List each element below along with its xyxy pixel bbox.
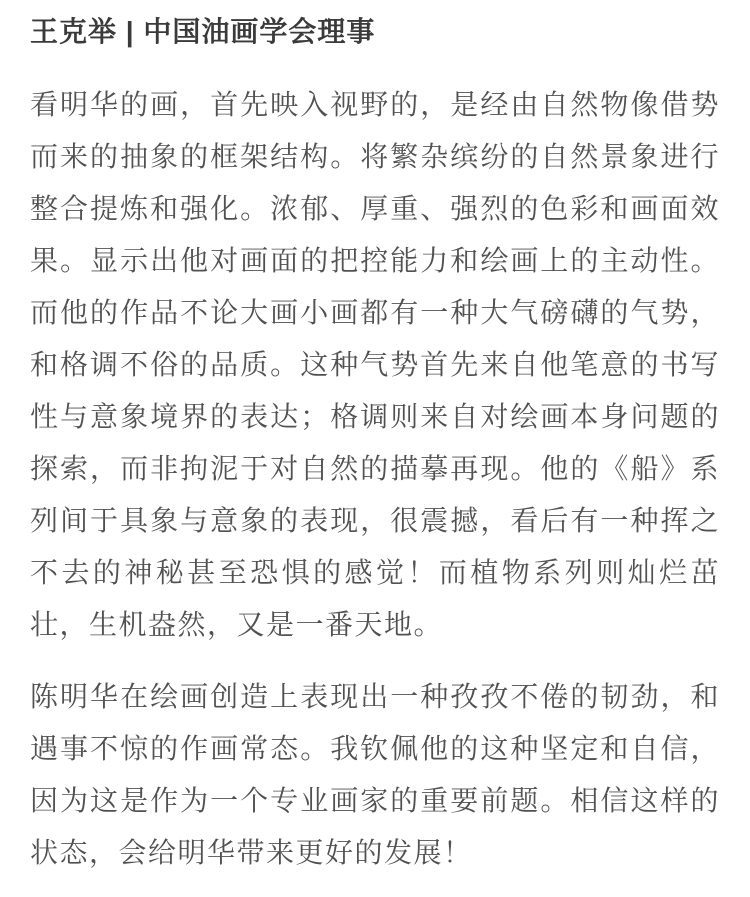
article-paragraph-2: 陈明华在绘画创造上表现出一种孜孜不倦的韧劲，和遇事不惊的作画常态。我钦佩他的这种坚定和自信，因为这是作为一个专业画家的重要前题。相信这样的状态，会给明华带来更好的发展！ [30,681,720,868]
author-credential-heading: 王克举 | 中国油画学会理事 [30,16,376,47]
article-paragraph-1: 看明华的画，首先映入视野的，是经由自然物像借势而来的抽象的框架结构。将繁杂缤纷的自然景象进行整合提炼和强化。浓郁、厚重、强烈的色彩和画面效果。显示出他对画面的把控能力和绘画上的主动性。而他的作品不论大画小画都有一种大气磅礴的气势，和格调不俗的品质。这种气势首先来自他笔意的书写性与意象境界的表达；格调则来自对绘画本身问题的探索，而非拘泥于对自然的描摹再现。他的《船》系列间于具象与意象的表现，很震撼，看后有一种挥之不去的神秘甚至恐惧的感觉！而植物系列则灿烂茁壮，生机盎然，又是一番天地。 [30,89,720,640]
